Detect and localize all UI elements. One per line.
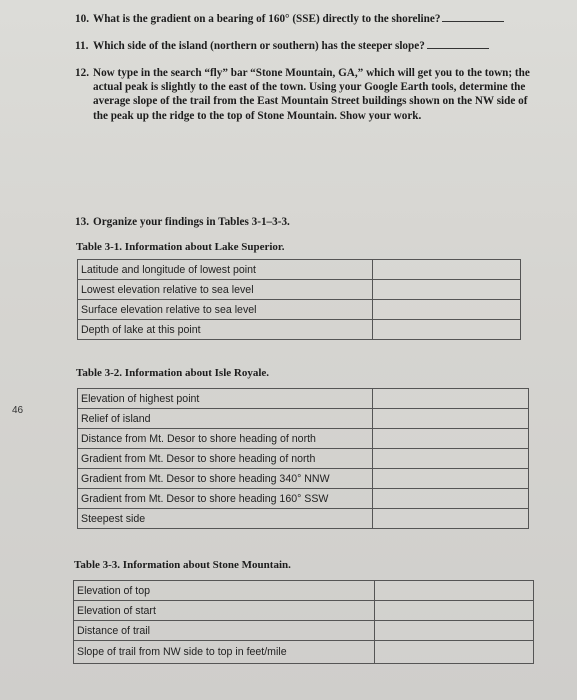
answer-cell[interactable] xyxy=(373,260,521,280)
answer-cell[interactable] xyxy=(373,300,521,320)
question-number: 11. xyxy=(75,40,89,52)
answer-cell[interactable] xyxy=(373,449,529,469)
row-label: Relief of island xyxy=(78,409,373,429)
table-3-3-caption: Table 3-3. Information about Stone Mountain. xyxy=(74,559,291,571)
table-row xyxy=(78,509,529,529)
question-13 xyxy=(75,215,290,229)
row-label: Surface elevation relative to sea level xyxy=(78,300,373,320)
answer-cell[interactable] xyxy=(373,469,529,489)
question-number: 10. xyxy=(75,13,89,25)
question-number: 13. xyxy=(75,216,89,228)
answer-cell[interactable] xyxy=(373,389,529,409)
answer-cell[interactable] xyxy=(373,320,521,340)
table-3-3 xyxy=(73,580,534,664)
question-text: What is the gradient on a bearing of 160° (SSE) directly to the shoreline? xyxy=(93,13,441,25)
row-label: Elevation of top xyxy=(74,581,375,601)
table-row xyxy=(78,280,521,300)
question-text: Now type in the search “fly” bar “Stone Mountain, GA,” which will get you to the town; the actual peak is slightly to the east of the town. Using your Google Earth tools, determine the average slope of the trail from the East Mountain Street buildings shown on the NW side of the peak up the ridge to the top of Stone Mountain. Show your work. xyxy=(93,67,530,122)
row-label: Elevation of highest point xyxy=(78,389,373,409)
table-row xyxy=(78,389,529,409)
answer-blank[interactable] xyxy=(427,38,489,49)
table-row xyxy=(78,449,529,469)
row-label: Distance from Mt. Desor to shore heading of north xyxy=(78,429,373,449)
answer-cell[interactable] xyxy=(373,489,529,509)
table-row xyxy=(74,621,534,641)
answer-cell[interactable] xyxy=(373,409,529,429)
answer-cell[interactable] xyxy=(375,621,534,641)
row-label: Distance of trail xyxy=(74,621,375,641)
table-3-1 xyxy=(77,259,521,340)
row-label: Lowest elevation relative to sea level xyxy=(78,280,373,300)
table-row xyxy=(78,320,521,340)
row-label: Depth of lake at this point xyxy=(78,320,373,340)
answer-cell[interactable] xyxy=(373,429,529,449)
answer-cell[interactable] xyxy=(375,581,534,601)
question-text: Which side of the island (northern or southern) has the steeper slope? xyxy=(93,40,425,52)
question-10 xyxy=(75,11,545,26)
table-row xyxy=(74,601,534,621)
page-number: 46 xyxy=(12,405,24,416)
question-text: Organize your findings in Tables 3-1–3-3. xyxy=(93,216,290,228)
table-3-1-caption: Table 3-1. Information about Lake Superior. xyxy=(76,241,285,253)
question-number: 12. xyxy=(75,67,89,79)
table-3-2 xyxy=(77,388,529,529)
row-label: Steepest side xyxy=(78,509,373,529)
table-row xyxy=(78,409,529,429)
table-3-2-caption: Table 3-2. Information about Isle Royale. xyxy=(76,367,270,379)
table-row xyxy=(78,489,529,509)
row-label: Latitude and longitude of lowest point xyxy=(78,260,373,280)
answer-cell[interactable] xyxy=(373,509,529,529)
answer-cell[interactable] xyxy=(373,280,521,300)
answer-cell[interactable] xyxy=(375,601,534,621)
table-row xyxy=(78,429,529,449)
table-row xyxy=(78,260,521,280)
row-label: Gradient from Mt. Desor to shore heading 340° NNW xyxy=(78,469,373,489)
table-row xyxy=(74,641,534,664)
question-11 xyxy=(75,38,545,53)
row-label: Elevation of start xyxy=(74,601,375,621)
question-12 xyxy=(75,66,545,123)
table-row xyxy=(78,300,521,320)
table-row xyxy=(78,469,529,489)
answer-blank[interactable] xyxy=(442,11,504,22)
row-label: Gradient from Mt. Desor to shore heading of north xyxy=(78,449,373,469)
row-label: Gradient from Mt. Desor to shore heading 160° SSW xyxy=(78,489,373,509)
row-label: Slope of trail from NW side to top in feet/mile xyxy=(74,641,375,664)
answer-cell[interactable] xyxy=(375,641,534,664)
table-row xyxy=(74,581,534,601)
